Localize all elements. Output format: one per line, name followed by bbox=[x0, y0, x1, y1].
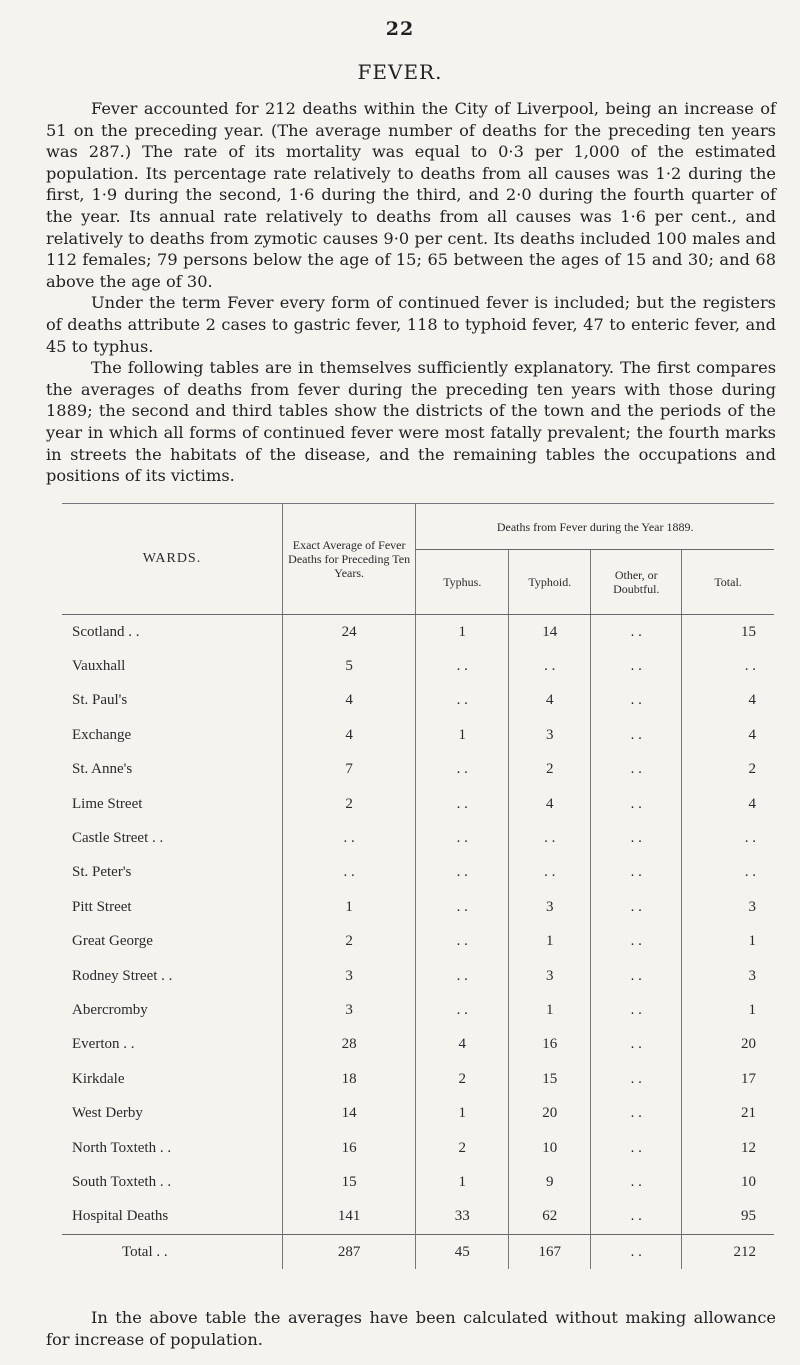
cell-typhoid: 16 bbox=[509, 1028, 591, 1062]
cell-total: 4 bbox=[682, 684, 774, 718]
ward-name: Rodney Street . . bbox=[72, 967, 173, 984]
cell-typhoid: 4 bbox=[509, 787, 591, 821]
ward-name: St. Peter's bbox=[72, 864, 132, 881]
table-row bbox=[62, 993, 774, 1027]
ward-name: Castle Street . . bbox=[72, 830, 164, 847]
cell-total: 17 bbox=[682, 1062, 774, 1096]
cell-other: . . bbox=[591, 684, 682, 718]
ward-name: Exchange bbox=[72, 726, 132, 743]
cell-total: 212 bbox=[682, 1235, 774, 1270]
table-row bbox=[62, 1062, 774, 1096]
cell-average: 16 bbox=[282, 1131, 415, 1165]
ward-name: St. Anne's bbox=[72, 761, 133, 778]
cell-typhoid: 167 bbox=[509, 1235, 591, 1270]
ward-name: St. Paul's bbox=[72, 692, 128, 709]
header-typhoid: Typhoid. bbox=[509, 550, 591, 615]
body-text bbox=[46, 98, 776, 487]
cell-average: 4 bbox=[282, 718, 415, 752]
cell-typhus: 45 bbox=[416, 1235, 509, 1270]
cell-typhoid: 9 bbox=[509, 1165, 591, 1199]
cell-typhoid: 15 bbox=[509, 1062, 591, 1096]
ward-name: North Toxteth . . bbox=[72, 1139, 172, 1156]
table-row bbox=[62, 684, 774, 718]
cell-total: 4 bbox=[682, 787, 774, 821]
header-typhus: Typhus. bbox=[416, 550, 509, 615]
cell-typhoid: 62 bbox=[509, 1200, 591, 1235]
cell-typhus: 1 bbox=[416, 1096, 509, 1130]
cell-other: . . bbox=[591, 1200, 682, 1235]
cell-typhus: 1 bbox=[416, 718, 509, 752]
table-row bbox=[62, 649, 774, 683]
cell-other: . . bbox=[591, 1062, 682, 1096]
page-number: 22 bbox=[385, 18, 415, 40]
cell-other: . . bbox=[591, 1131, 682, 1165]
ward-name: Vauxhall bbox=[72, 658, 126, 675]
cell-other: . . bbox=[591, 856, 682, 890]
cell-typhoid: . . bbox=[509, 856, 591, 890]
ward-name: West Derby bbox=[72, 1105, 143, 1122]
cell-typhus: 1 bbox=[416, 615, 509, 650]
cell-average: 24 bbox=[282, 615, 415, 650]
table-row bbox=[62, 959, 774, 993]
cell-typhoid: 20 bbox=[509, 1096, 591, 1130]
header-other: Other, or Doubtful. bbox=[591, 550, 682, 615]
cell-other: . . bbox=[591, 753, 682, 787]
paragraph: The following tables are in themselves sufficiently explanatory. The first compares the averages of deaths from fever during the preceding ten years with those during 1889; the second and third tables show the districts of the town and the periods of the year in which all forms of continued fever were most fatally prevalent; the fourth marks in streets the habitats of the disease, and the remaining tables the occupations and positions of its victims. bbox=[46, 358, 776, 486]
cell-total: 1 bbox=[682, 993, 774, 1027]
cell-total: 3 bbox=[682, 890, 774, 924]
paragraph: Under the term Fever every form of continued fever is included; but the registers of deaths attribute 2 cases to gastric fever, 118 to typhoid fever, 47 to enteric fever, and 45 to typhus. bbox=[46, 293, 776, 356]
table-row bbox=[62, 787, 774, 821]
cell-total: 95 bbox=[682, 1200, 774, 1235]
cell-average: 18 bbox=[282, 1062, 415, 1096]
cell-typhoid: 2 bbox=[509, 753, 591, 787]
cell-typhus: . . bbox=[416, 925, 509, 959]
cell-typhus: . . bbox=[416, 753, 509, 787]
cell-typhoid: . . bbox=[509, 649, 591, 683]
cell-typhus: 33 bbox=[416, 1200, 509, 1235]
cell-total: 12 bbox=[682, 1131, 774, 1165]
cell-total: 21 bbox=[682, 1096, 774, 1130]
cell-other: . . bbox=[591, 615, 682, 650]
cell-average: 3 bbox=[282, 993, 415, 1027]
cell-total: 3 bbox=[682, 959, 774, 993]
table-body bbox=[62, 615, 774, 1270]
ward-name: Lime Street bbox=[72, 795, 143, 812]
cell-total: 10 bbox=[682, 1165, 774, 1199]
header-wards: WARDS. bbox=[62, 504, 282, 615]
ward-name: South Toxteth . . bbox=[72, 1173, 172, 1190]
cell-average: 2 bbox=[282, 925, 415, 959]
table-row bbox=[62, 753, 774, 787]
header-average: Exact Average of Fever Deaths for Preceding Ten Years. bbox=[282, 504, 415, 615]
cell-typhoid: 3 bbox=[509, 718, 591, 752]
cell-typhus: . . bbox=[416, 787, 509, 821]
cell-typhoid: 14 bbox=[509, 615, 591, 650]
cell-other: . . bbox=[591, 993, 682, 1027]
cell-other: . . bbox=[591, 787, 682, 821]
cell-other: . . bbox=[591, 1165, 682, 1199]
table-row bbox=[62, 1131, 774, 1165]
cell-typhus: 1 bbox=[416, 1165, 509, 1199]
table-row bbox=[62, 925, 774, 959]
cell-typhus: . . bbox=[416, 856, 509, 890]
cell-total: 15 bbox=[682, 615, 774, 650]
cell-average: 3 bbox=[282, 959, 415, 993]
cell-total: 1 bbox=[682, 925, 774, 959]
cell-typhus: . . bbox=[416, 649, 509, 683]
cell-total: 2 bbox=[682, 753, 774, 787]
cell-total: . . bbox=[682, 856, 774, 890]
cell-average: 15 bbox=[282, 1165, 415, 1199]
cell-other: . . bbox=[591, 821, 682, 855]
cell-typhoid: 3 bbox=[509, 959, 591, 993]
ward-name: Great George bbox=[72, 933, 153, 950]
cell-other: . . bbox=[591, 890, 682, 924]
cell-typhus: 2 bbox=[416, 1062, 509, 1096]
cell-typhus: . . bbox=[416, 993, 509, 1027]
cell-other: . . bbox=[591, 925, 682, 959]
cell-average: 1 bbox=[282, 890, 415, 924]
cell-other: . . bbox=[591, 959, 682, 993]
cell-average: 7 bbox=[282, 753, 415, 787]
cell-typhoid: 4 bbox=[509, 684, 591, 718]
footnote bbox=[46, 1307, 776, 1350]
table-row bbox=[62, 1165, 774, 1199]
cell-total: 20 bbox=[682, 1028, 774, 1062]
ward-name: Abercromby bbox=[72, 1001, 148, 1018]
table-row bbox=[62, 1200, 774, 1235]
cell-total: . . bbox=[682, 649, 774, 683]
table-row bbox=[62, 856, 774, 890]
cell-typhus: . . bbox=[416, 959, 509, 993]
cell-typhoid: 1 bbox=[509, 993, 591, 1027]
cell-other: . . bbox=[591, 1028, 682, 1062]
cell-other: . . bbox=[591, 1096, 682, 1130]
cell-typhus: . . bbox=[416, 684, 509, 718]
header-deaths-1889: Deaths from Fever during the Year 1889. bbox=[416, 504, 774, 550]
cell-typhus: 4 bbox=[416, 1028, 509, 1062]
cell-total: . . bbox=[682, 821, 774, 855]
ward-name: Total . . bbox=[62, 1235, 282, 1270]
table-row bbox=[62, 890, 774, 924]
section-heading: FEVER. bbox=[357, 60, 443, 84]
cell-average: . . bbox=[282, 856, 415, 890]
ward-name: Pitt Street bbox=[72, 898, 132, 915]
table-row bbox=[62, 1096, 774, 1130]
table-row bbox=[62, 718, 774, 752]
cell-typhus: . . bbox=[416, 890, 509, 924]
total-row bbox=[62, 1235, 774, 1270]
ward-name: Hospital Deaths bbox=[72, 1208, 169, 1225]
paragraph: Fever accounted for 212 deaths within the City of Liverpool, being an increase of 51 on the preceding year. (The average number of deaths for the preceding ten years was 287.) The rate of its mortality was equal to 0·3 per 1,000 of the estimated population. Its percentage rate relatively to deaths from all causes was 1·2 during the first, 1·9 during the second, 1·6 during the third, and 2·0 during the fourth quarter of the year. Its annual rate relatively to deaths from all causes was 1·6 per cent., and relatively to deaths from zymotic causes 9·0 per cent. Its deaths included 100 males and 112 females; 79 persons below the age of 15; 65 between the ages of 15 and 30; and 68 above the age of 30. bbox=[46, 99, 776, 291]
cell-typhus: 2 bbox=[416, 1131, 509, 1165]
cell-average: 141 bbox=[282, 1200, 415, 1235]
cell-typhus: . . bbox=[416, 821, 509, 855]
ward-name: Everton . . bbox=[72, 1036, 135, 1053]
cell-average: . . bbox=[282, 821, 415, 855]
table-row bbox=[62, 821, 774, 855]
fever-deaths-table bbox=[62, 503, 774, 1269]
ward-name: Kirkdale bbox=[72, 1070, 125, 1087]
ward-name: Scotland . . bbox=[72, 623, 140, 640]
cell-average: 14 bbox=[282, 1096, 415, 1130]
cell-average: 4 bbox=[282, 684, 415, 718]
cell-average: 28 bbox=[282, 1028, 415, 1062]
cell-total: 4 bbox=[682, 718, 774, 752]
cell-other: . . bbox=[591, 649, 682, 683]
header-total: Total. bbox=[682, 550, 774, 615]
cell-typhoid: 10 bbox=[509, 1131, 591, 1165]
cell-average: 2 bbox=[282, 787, 415, 821]
footnote-text: In the above table the averages have been calculated without making allowance for increase of population. bbox=[46, 1308, 776, 1349]
cell-average: 5 bbox=[282, 649, 415, 683]
cell-other: . . bbox=[591, 718, 682, 752]
cell-other: . . bbox=[591, 1235, 682, 1270]
cell-typhoid: 3 bbox=[509, 890, 591, 924]
cell-typhoid: . . bbox=[509, 821, 591, 855]
cell-typhoid: 1 bbox=[509, 925, 591, 959]
table-row bbox=[62, 615, 774, 650]
table-row bbox=[62, 1028, 774, 1062]
cell-average: 287 bbox=[282, 1235, 415, 1270]
